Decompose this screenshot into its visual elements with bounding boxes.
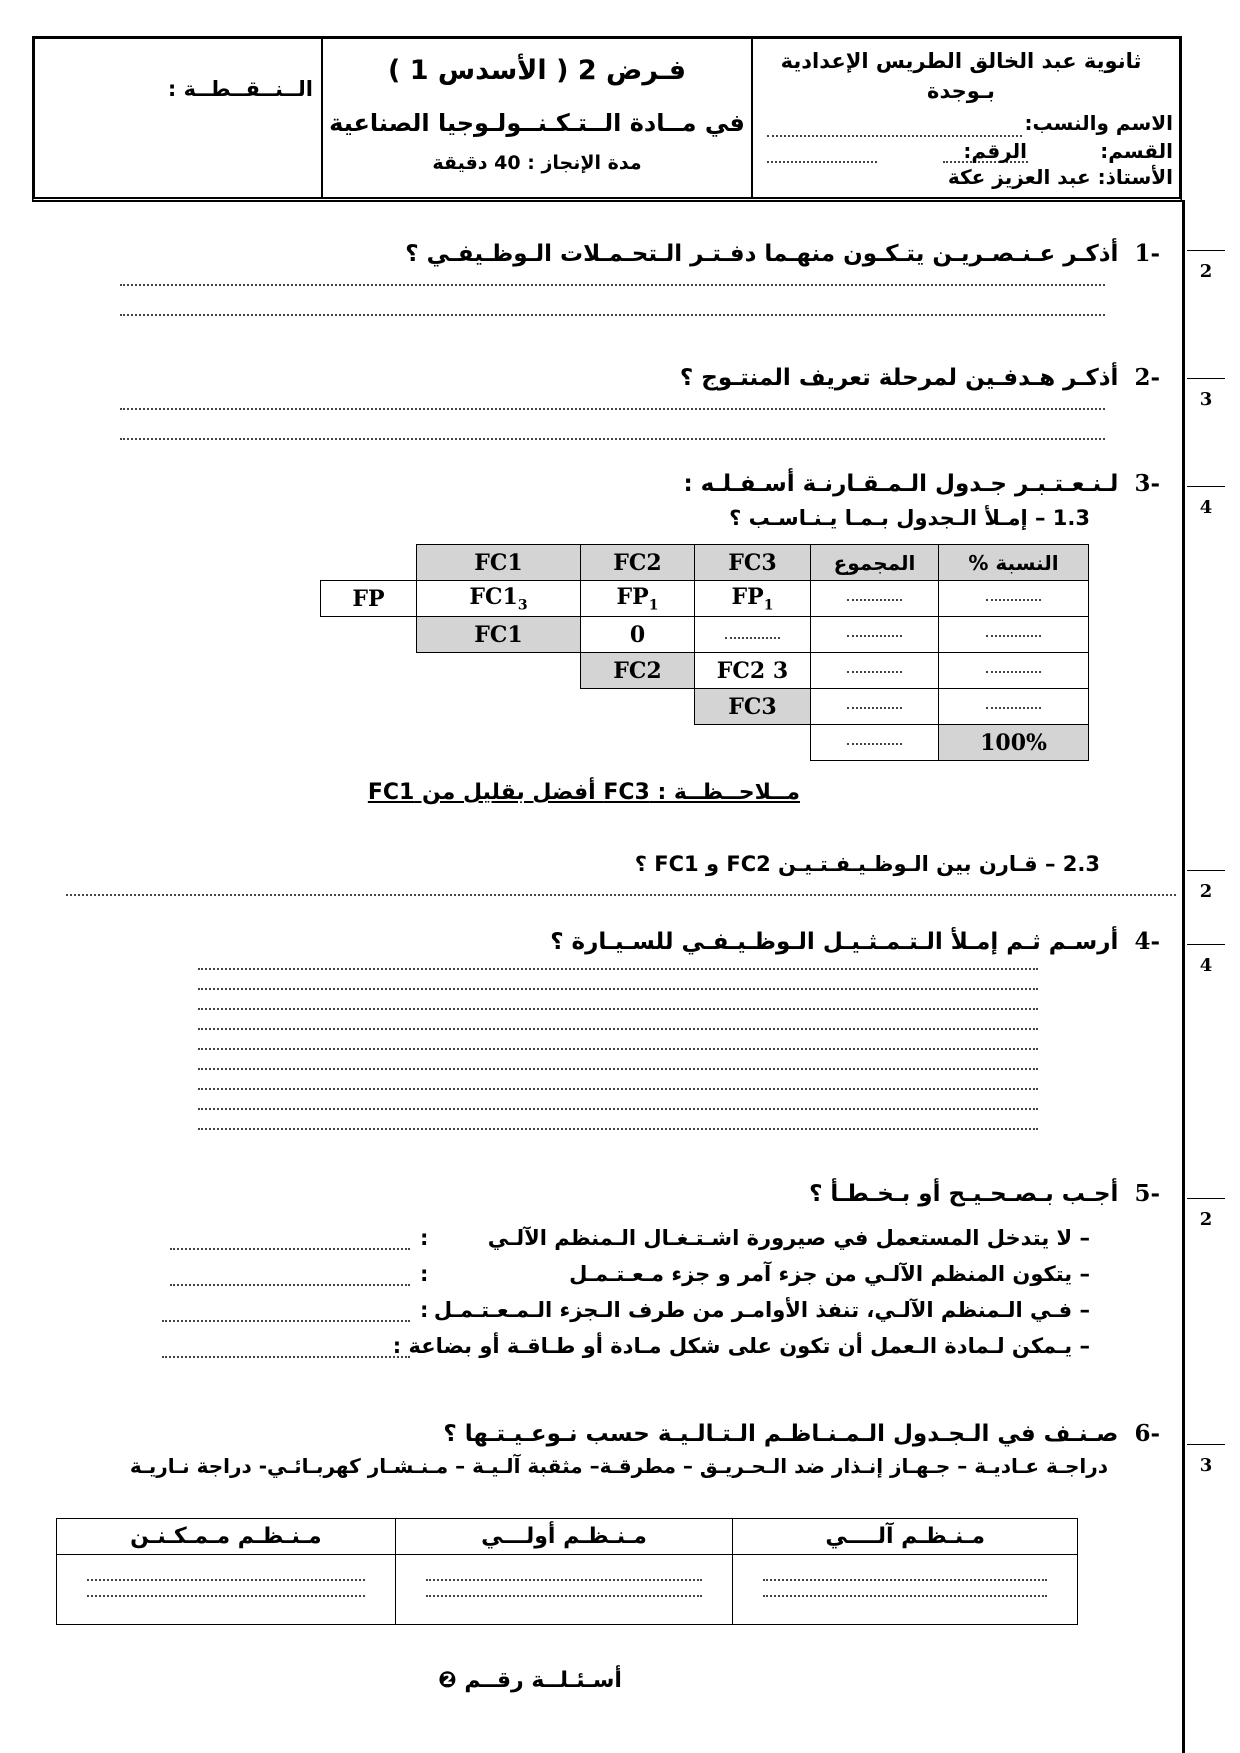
blank-cell[interactable] — [939, 689, 1089, 725]
tf-statement-2: – يتكون المنظم الآلـي من جزء آمر و جزء مـعـتـمـل — [569, 1262, 1090, 1286]
points-q3-2: 2 — [1187, 870, 1227, 902]
question-2 — [680, 364, 1160, 391]
col-header: FC1 — [417, 545, 581, 581]
total-percent: 100% — [939, 725, 1089, 761]
row-header: FC1 — [417, 617, 581, 653]
question-3-1: 1.3 – إمـلأ الـجدول بـمـا يـنـاسـب ؟ — [729, 506, 1090, 530]
points-q4: 4 — [1187, 944, 1227, 976]
grade-box — [35, 39, 323, 197]
duration: مدة الإنجاز : 40 دقيقة — [432, 152, 642, 174]
answer-line — [120, 438, 1105, 440]
tf-statement-3: – فـي الـمنظم الآلـي، تنفذ الأوامـر من طرف الـجزء الـمـعـتـمـل — [433, 1298, 1090, 1322]
blank-cell[interactable] — [811, 581, 939, 617]
number-label: الرقم: — [963, 139, 1027, 163]
answer-cell[interactable] — [57, 1555, 396, 1625]
blank-cell[interactable] — [811, 725, 939, 761]
col-header: مـنـظـم أولـــي — [395, 1519, 733, 1555]
row-header: FC3 — [695, 689, 811, 725]
answer-line — [66, 894, 1176, 896]
col-header: FC2 — [581, 545, 695, 581]
col-header: مـنـظـم مـمـكـنـن — [57, 1519, 396, 1555]
colon: : — [420, 1262, 429, 1286]
comparison-table — [320, 544, 1089, 761]
question-number: -6 — [1134, 1420, 1160, 1447]
table-cell: $FP_1$ — [695, 581, 811, 617]
blank-cell[interactable] — [695, 617, 811, 653]
tf-statement-1: – لا يتدخل المستعمل في صيرورة اشـتـغـال الـمنظم الآلـي — [487, 1226, 1090, 1250]
points-q3: 4 — [1187, 486, 1227, 518]
blank-cell[interactable] — [939, 617, 1089, 653]
question-number: -3 — [1134, 470, 1160, 497]
subject-title: في مــادة الــتـكـنــولـوجيا الصناعية — [329, 109, 745, 137]
col-header: النسبة % — [939, 545, 1089, 581]
number-field — [767, 161, 877, 163]
question-text: أرسـم ثـم إمـلأ الـتـمـثـيـل الـوظـيـفـي للسـيـارة ؟ — [550, 929, 1119, 955]
blank-cell[interactable] — [811, 617, 939, 653]
colon: : — [420, 1226, 429, 1250]
answer-line — [120, 408, 1105, 410]
name-label: الاسم والنسب: — [1024, 111, 1173, 135]
question-text: أذكـر هـدفـين لمرحلة تعريف المنتـوج ؟ — [679, 365, 1119, 391]
blank-cell[interactable] — [811, 653, 939, 689]
question-4 — [550, 928, 1160, 955]
col-header: المجموع — [811, 545, 939, 581]
question-3 — [683, 470, 1160, 497]
answer-line — [120, 284, 1105, 286]
exam-title-box — [323, 39, 753, 197]
col-header: مـنـظـم آلــــي — [733, 1519, 1078, 1555]
points-q5: 2 — [1187, 1198, 1227, 1230]
school-city: بـوجدة — [927, 79, 995, 103]
class-label: القسم: — [1100, 139, 1173, 163]
systems-list: دراجـة عـاديـة – جـهـاز إنـذار ضد الـحـريـق – مطرقـة– مثقبة آلـيـة – مـنـشـار كهربـائـي- دراجة نـاريـة — [129, 1454, 1108, 1478]
answer-line[interactable] — [162, 1356, 410, 1358]
table-cell: $FC1_3$ — [417, 581, 581, 617]
question-1 — [405, 240, 1160, 267]
tf-statement-4: – يـمكن لـمادة الـعمل أن تكون على شكل مـادة أو طـاقـة أو بضاعة : — [392, 1334, 1090, 1358]
colon: : — [420, 1298, 429, 1322]
table-cell: FC2 3 — [695, 653, 811, 689]
question-text: صـنـف في الـجـدول الـمـنـاظـم الـتـالـيـة حسب نـوعـيـتـها ؟ — [443, 1421, 1119, 1447]
drawing-area[interactable] — [198, 968, 1038, 1148]
question-text: أذكـر عـنـصـريـن يتـكـون منهـما دفـتـر الـتحـمـلات الـوظـيفـي ؟ — [405, 241, 1119, 267]
question-number: -1 — [1134, 240, 1160, 267]
question-text: أجـب بـصـحـيـح أو بـخـطـأ ؟ — [809, 1181, 1119, 1207]
row-header-fp: FP — [321, 581, 417, 617]
note: مــلاحــظــة : FC3 أفضل بقليل من FC1 — [367, 780, 800, 805]
answer-cell[interactable] — [395, 1555, 733, 1625]
footer-page-label: أسـئـلــة رقــم ❷ — [438, 1668, 622, 1693]
question-number: -5 — [1134, 1180, 1160, 1207]
points-q1: 2 — [1187, 250, 1227, 282]
grade-label: الــنــقــطــة : — [167, 77, 313, 101]
question-number: -4 — [1134, 928, 1160, 955]
question-text: لـنـعـتـبـر جـدول الـمـقـارنـة أسـفـلـه : — [683, 471, 1119, 497]
question-5 — [809, 1180, 1160, 1207]
blank-cell[interactable] — [811, 689, 939, 725]
name-field — [767, 135, 1022, 137]
answer-cell[interactable] — [733, 1555, 1078, 1625]
row-header: FC2 — [581, 653, 695, 689]
blank-cell[interactable] — [939, 581, 1089, 617]
points-q2: 3 — [1187, 378, 1227, 410]
answer-line[interactable] — [162, 1320, 410, 1322]
teacher-label: الأستاذ: عبد العزيز عكة — [947, 165, 1173, 189]
question-6 — [443, 1420, 1160, 1447]
question-number: -2 — [1134, 364, 1160, 391]
table-cell: $FP_1$ — [581, 581, 695, 617]
table-cell: 0 — [581, 617, 695, 653]
col-header: FC3 — [695, 545, 811, 581]
student-info-box — [753, 39, 1179, 197]
answer-line[interactable] — [170, 1284, 410, 1286]
points-q6: 3 — [1187, 1444, 1227, 1476]
exam-header — [32, 36, 1182, 202]
classification-table — [56, 1518, 1078, 1625]
blank-cell[interactable] — [939, 653, 1089, 689]
points-margin-line — [1182, 200, 1185, 1753]
question-3-2: 2.3 – قـارن بين الـوظـيـفـتـيـن FC2 و FC1 ؟ — [634, 852, 1100, 876]
answer-line — [120, 314, 1105, 316]
school-name: ثانوية عبد الخالق الطريس الإعدادية — [780, 49, 1142, 73]
exam-title: فـرض 2 ( الأسدس 1 ) — [387, 55, 687, 86]
answer-line[interactable] — [170, 1248, 410, 1250]
